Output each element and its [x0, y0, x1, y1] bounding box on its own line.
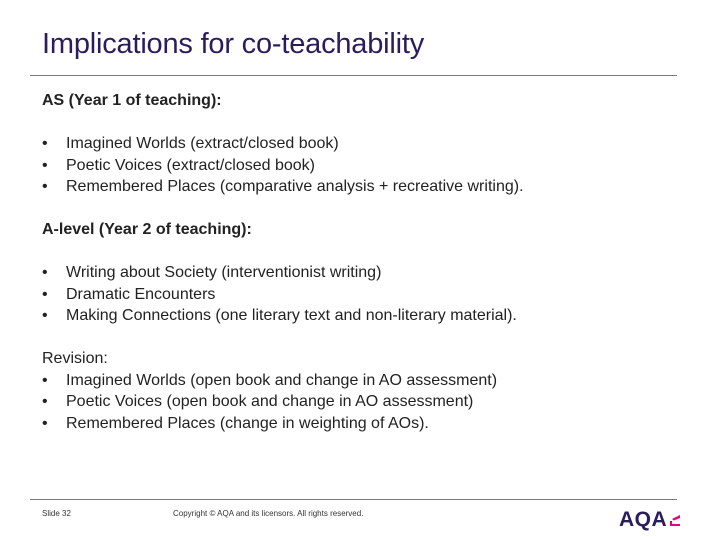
- list-item-text: Making Connections (one literary text and non-literary material).: [66, 307, 517, 324]
- list-item-text: Poetic Voices (extract/closed book): [66, 156, 316, 174]
- bullet-icon: •: [42, 307, 48, 324]
- aqa-logo: [619, 508, 682, 532]
- list-item: [42, 155, 682, 177]
- title-divider: [30, 75, 677, 76]
- bullet-icon: •: [42, 156, 48, 174]
- revision-list: [42, 370, 682, 435]
- bullet-icon: •: [42, 285, 48, 303]
- footer-divider: [30, 499, 677, 500]
- aqa-logo-text: AQA: [619, 508, 668, 531]
- a-level-list: [42, 262, 682, 327]
- list-item: [42, 370, 682, 392]
- list-item: [42, 391, 682, 413]
- list-item-text: Imagined Worlds (open book and change in AO assessment): [66, 371, 498, 389]
- as-heading: AS (Year 1 of teaching):: [42, 92, 222, 109]
- bullet-icon: •: [42, 178, 48, 195]
- slide-number: Slide 32: [42, 509, 71, 518]
- list-item: [42, 413, 682, 435]
- list-item-text: Dramatic Encounters: [66, 285, 216, 303]
- aqa-logo-mark-icon: [668, 514, 682, 528]
- a-level-heading: A-level (Year 2 of teaching):: [42, 221, 252, 238]
- list-item-text: Remembered Places (change in weighting of AOs).: [66, 414, 429, 432]
- bullet-icon: •: [42, 135, 48, 152]
- list-item-text: Remembered Places (comparative analysis + recreative writing).: [66, 178, 524, 195]
- list-item: [42, 262, 682, 284]
- list-item-text: Writing about Society (interventionist writing): [66, 264, 382, 281]
- copyright-notice: Copyright © AQA and its licensors. All rights reserved.: [173, 509, 364, 518]
- list-item-text: Imagined Worlds (extract/closed book): [66, 135, 339, 152]
- bullet-icon: •: [42, 264, 48, 281]
- list-item: [42, 176, 682, 198]
- slide-content: [42, 90, 682, 434]
- bullet-icon: •: [42, 393, 48, 410]
- list-item: [42, 284, 682, 306]
- list-item: [42, 305, 682, 327]
- revision-heading: Revision:: [42, 350, 108, 367]
- bullet-icon: •: [42, 371, 48, 389]
- as-list: [42, 133, 682, 198]
- bullet-icon: •: [42, 414, 48, 432]
- list-item: [42, 133, 682, 155]
- list-item-text: Poetic Voices (open book and change in AO assessment): [66, 393, 474, 410]
- slide-title: Implications for co-teachability: [42, 28, 425, 60]
